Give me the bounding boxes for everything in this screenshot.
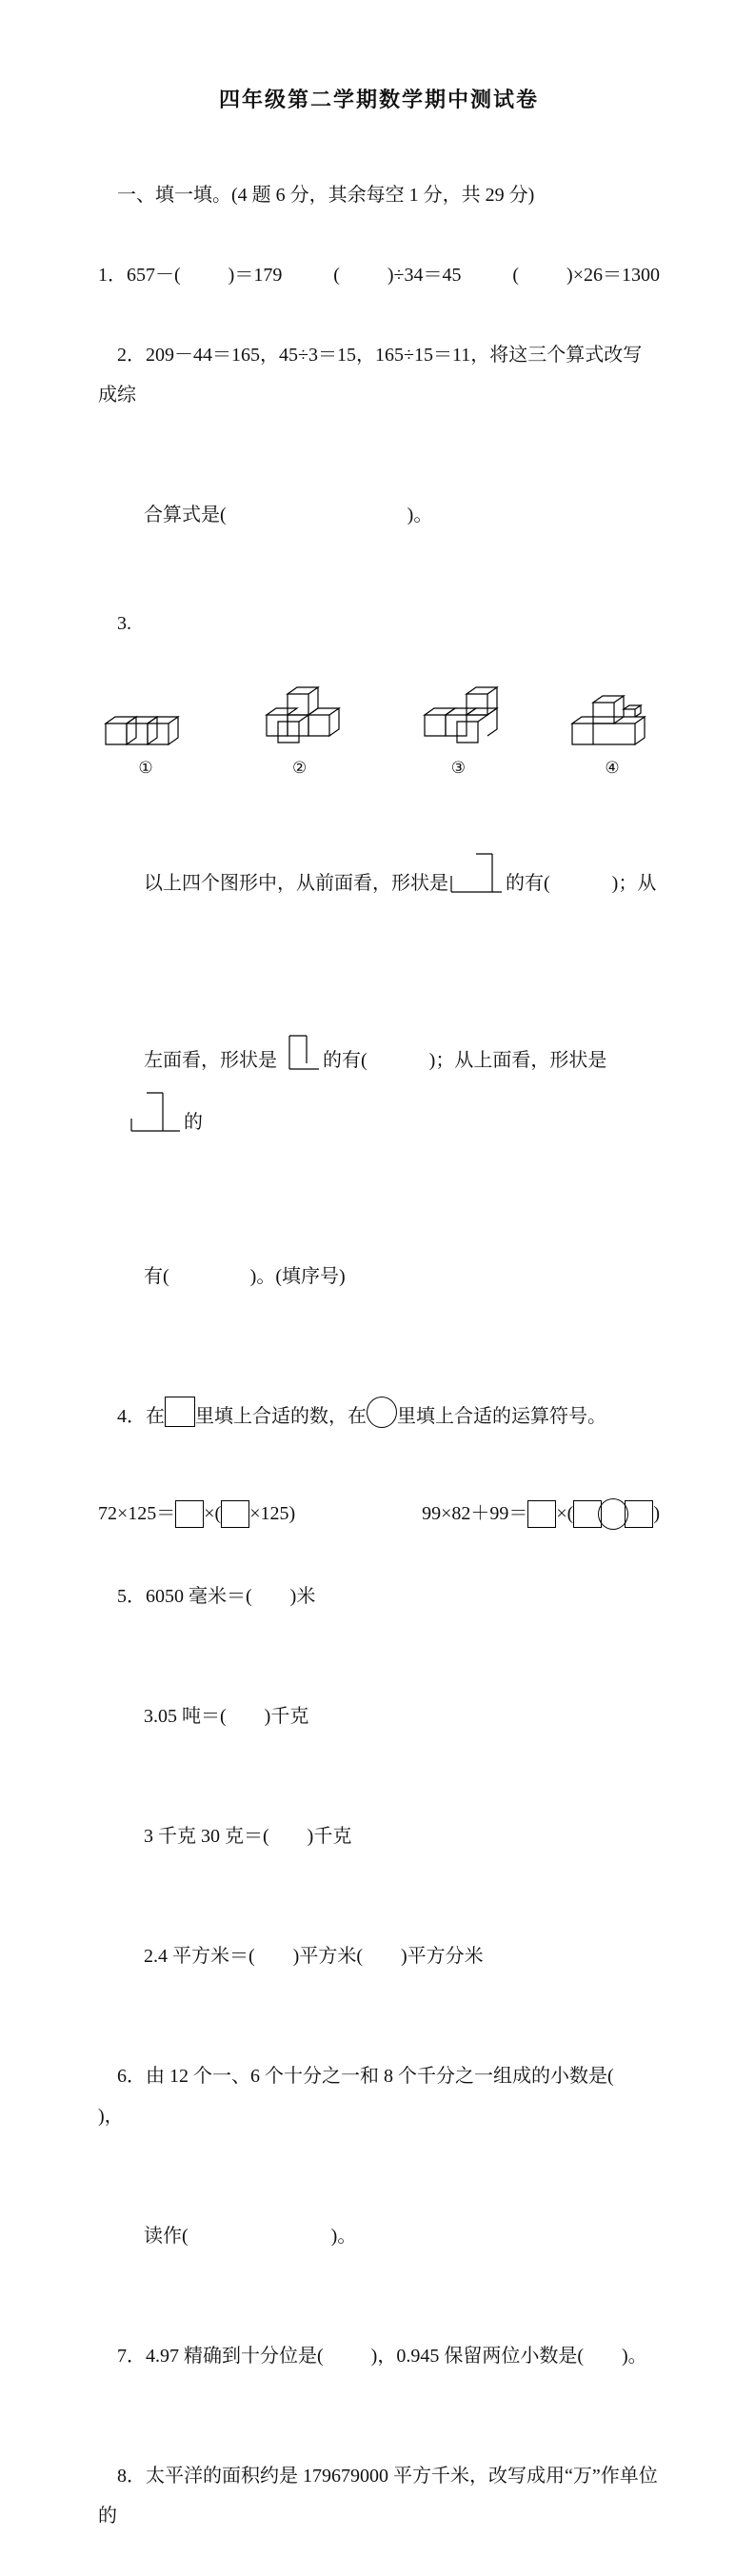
q5-conversion-2: 3.05 吨＝( )千克 [144, 1706, 309, 1727]
question-4 [98, 1342, 660, 1491]
q4-formula-1 [98, 1491, 295, 1536]
q3-text-1b: 的有( )；从 [506, 873, 657, 894]
q1-number: 1． [98, 265, 127, 286]
q3-text-2c: 的 [184, 1112, 203, 1133]
q5-number: 5． [117, 1586, 146, 1607]
q8-text: 太平洋的面积约是 179679000 平方千米，改写成用“万”作单位的 [98, 2466, 658, 2526]
operator-circle [367, 1397, 397, 1428]
cube-figure-3 [406, 678, 510, 779]
q5-conversion-3: 3 千克 30 克＝( )千克 [144, 1826, 352, 1847]
q6-text-1: 由 12 个一、6 个十分之一和 8 个千分之一组成的小数是( )， [98, 2066, 666, 2127]
q7-text: 4.97 精确到十分位是( )，0.945 保留两位小数是( )。 [146, 2346, 647, 2367]
question-6-line-2 [98, 2176, 660, 2296]
question-6-line-1 [98, 2016, 666, 2176]
section-heading-text: 一、填一填。(4 题 6 分，其余每空 1 分，共 29 分) [117, 185, 535, 206]
answer-box [625, 1500, 653, 1528]
q2-text-2: 合算式是( )。 [144, 505, 433, 525]
q1-equation-2: ( )÷34＝45 [333, 265, 462, 286]
q4-f2-end: ) [653, 1503, 660, 1524]
question-8 [98, 2416, 660, 2576]
question-5-line-4 [98, 1896, 660, 2016]
top-view-shape [127, 1090, 182, 1134]
answer-box [221, 1500, 249, 1528]
q3-text-3: 有( )。(填序号) [144, 1266, 346, 1287]
figure-label-3: ③ [450, 759, 466, 777]
q4-f1-end: ×125) [249, 1503, 296, 1524]
q3-text-2a: 左面看，形状是 [144, 1050, 277, 1071]
cube-stack-drawing-4 [565, 685, 660, 754]
question-5-line-2 [98, 1656, 660, 1776]
q4-text-2: 里填上合适的数，在 [195, 1406, 367, 1427]
figure-label-2: ② [292, 759, 308, 777]
q4-f1-mid: ×( [204, 1503, 222, 1524]
q3-text-2b: 的有( )；从上面看，形状是 [323, 1050, 607, 1071]
q4-formula-2 [422, 1491, 660, 1536]
q2-number: 2． [117, 345, 146, 366]
q3-text-1a: 以上四个图形中，从前面看，形状是 [144, 873, 448, 894]
q3-number: 3. [117, 613, 131, 634]
cube-figure-4 [565, 685, 660, 779]
question-1 [98, 255, 660, 295]
question-2-line-1 [98, 295, 660, 455]
figure-label-4: ④ [605, 759, 620, 777]
question-3-line-3 [98, 1211, 660, 1342]
question-3-line-1 [98, 792, 660, 972]
q6-text-2: 读作( )。 [144, 2226, 357, 2247]
q4-f1-lhs: 72×125＝ [98, 1503, 176, 1524]
cube-stack-drawing-2 [248, 678, 352, 754]
cube-stack-drawing-3 [406, 678, 510, 754]
question-5-line-3 [98, 1776, 660, 1896]
cube-figure-2 [248, 678, 352, 779]
left-view-shape [279, 1032, 321, 1072]
q4-f2-mid: ×( [556, 1503, 574, 1524]
answer-box [527, 1500, 556, 1528]
answer-box [165, 1397, 195, 1427]
answer-box [175, 1500, 204, 1528]
figure-label-1: ① [138, 759, 153, 777]
q6-number: 6． [117, 2066, 146, 2087]
question-7 [98, 2296, 660, 2416]
q7-number: 7． [117, 2346, 146, 2367]
q1-equation-3: ( )×26＝1300 [512, 265, 660, 286]
question-3-line-2 [98, 972, 660, 1211]
cube-figure-1 [98, 695, 193, 779]
section-heading [98, 135, 660, 255]
question-5-line-1 [98, 1536, 660, 1656]
page-title: 四年级第二学期数学期中测试卷 [218, 88, 539, 111]
q4-text-3: 里填上合适的运算符号。 [397, 1406, 606, 1427]
q5-conversion-1: 6050 毫米＝( )米 [146, 1586, 316, 1607]
cube-stack-drawing-1 [98, 695, 193, 754]
question-2-line-2 [98, 455, 660, 575]
q2-text-1: 209－44＝165，45÷3＝15，165÷15＝11，将这三个算式改写成综 [98, 345, 643, 406]
front-view-shape [450, 851, 504, 895]
question-3-number-line [98, 575, 660, 672]
q4-number: 4． [117, 1406, 146, 1427]
cube-figures-row [98, 678, 660, 779]
q1-part-1 [98, 255, 282, 295]
q4-text-1: 在 [146, 1406, 165, 1427]
q1-equation-1: 657－( )＝179 [127, 265, 283, 286]
question-4-formulas [98, 1491, 660, 1536]
q4-f2-lhs: 99×82＋99＝ [422, 1503, 528, 1524]
q5-conversion-4: 2.4 平方米＝( )平方米( )平方分米 [144, 1946, 484, 1967]
q8-number: 8． [117, 2466, 146, 2487]
